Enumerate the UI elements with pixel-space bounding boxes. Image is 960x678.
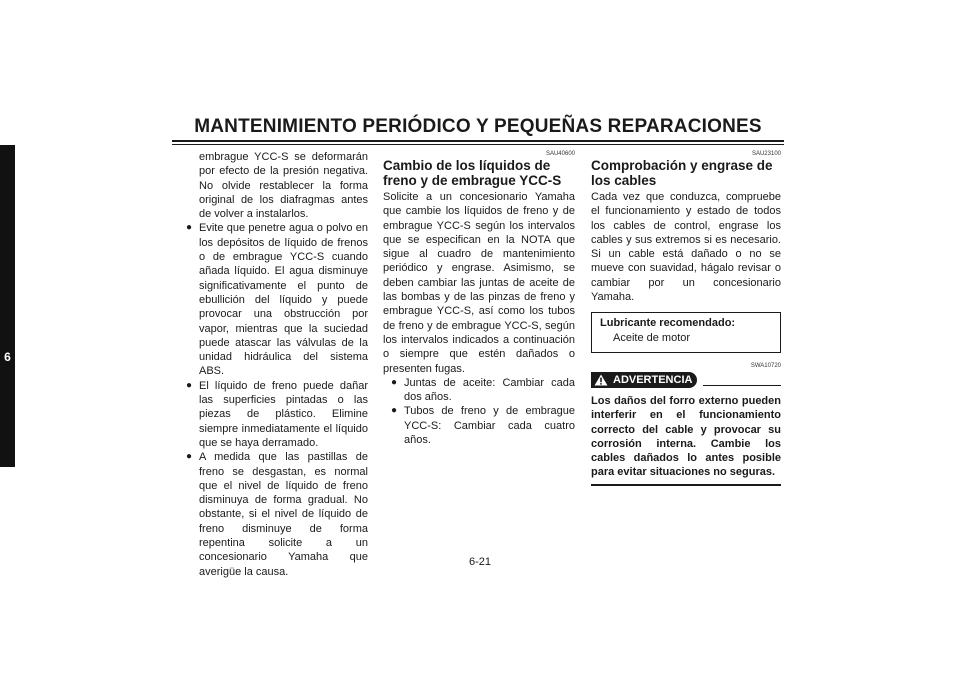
bullet-icon: ● (186, 451, 193, 463)
section-body: Solicite a un concesionario Yamaha que cambie los líquidos de freno y de embrague YCC-S según los intervalos que se especifican en la NOTA que sigue al cuadro de mantenimiento periódico y engrase. Asimismo, se deben cambiar las juntas de aceite de las bombas y de las pinzas de freno y embrague YCC-S, así como los tubos de freno y de embrague YCC-S, según los intervalos indicados a continuación o siempre que estén dañados o presenten fugas. (383, 191, 575, 375)
section-code: SAU40600 (545, 151, 575, 157)
page-header-title: MANTENIMIENTO PERIÓDICO Y PEQUEÑAS REPARACIONES (194, 116, 762, 137)
bullet-icon: ● (391, 376, 398, 388)
chapter-tab-number: 6 (4, 350, 11, 364)
list-item (186, 221, 368, 378)
section-body: Cada vez que conduzca, compruebe el funcionamiento y estado de todos los cables de control, engrase los cables y sus extremos si es necesario. Si un cable está dañado o no se mueve con suavidad, hágalo revisar o cambiar por un concesionario Yamaha. (591, 191, 781, 304)
lubricant-label: Lubricante recomendado: (600, 317, 736, 330)
section-code: SAU23100 (751, 151, 781, 157)
list-item (383, 404, 575, 447)
section-heading: Comprobación y engrase de los cables (591, 158, 773, 188)
warning-badge (591, 372, 697, 388)
warning-text: Los daños del forro externo pueden interferir en el funcionamiento correcto del cable y provocar su corrosión interna. Cambie los cables dañados lo antes posible para evitar situaciones no seguras. (591, 394, 781, 479)
warning-bottom-rule (591, 484, 781, 486)
list-item (383, 376, 575, 405)
bullet-icon: ● (186, 379, 193, 391)
page-number: 6-21 (468, 556, 492, 568)
lubricant-box (591, 312, 781, 353)
column-1 (186, 150, 368, 579)
column-2 (383, 150, 575, 447)
header-rule-thick (172, 140, 784, 142)
bullet-icon: ● (186, 222, 193, 234)
chapter-tab (0, 145, 15, 467)
bullet-icon: ● (391, 405, 398, 417)
list-item-text: A medida que las pastillas de freno se desgastan, es normal que el nivel de líquido de freno disminuya de forma gradual. No obstante, si el nivel de líquido de freno disminuye de forma repentina solicite a un concesionario Yamaha que averigüe la causa. (199, 451, 368, 578)
list-item (186, 450, 368, 579)
header-rule-thin (172, 144, 784, 145)
warning-code: SWA10720 (750, 362, 781, 369)
list-item-text: Juntas de aceite: Cambiar cada dos años. (404, 376, 575, 404)
warning-header (591, 372, 781, 390)
column1-intro: embrague YCC-S se deformarán por efecto de la presión negativa. No olvide restablecer la forma original de los diafragmas antes de volver a instalarlos. (199, 151, 368, 221)
list-item (186, 379, 368, 450)
section-heading: Cambio de los líquidos de freno y de embrague YCC-S (383, 158, 562, 188)
column-3 (591, 150, 781, 486)
list-item-text: El líquido de freno puede dañar las superficies pintadas o las piezas de plástico. Elimine siempre inmediatamente el líquido que se haya derramado. (199, 379, 368, 449)
lubricant-value: Aceite de motor (613, 331, 691, 344)
list-item-text: Tubos de freno y de embrague YCC-S: Cambiar cada cuatro años. (404, 405, 575, 447)
warning-triangle-icon (594, 374, 608, 386)
list-item-text: Evite que penetre agua o polvo en los depósitos de líquido de frenos o de embrague YCC-S cuando añada líquido. El agua disminuye significativamente el punto de ebullición del líquido y puede provocar una obstrucción por vapor, mientras que la suciedad puede atascar las válvulas de la unidad hidráulica del sistema ABS. (199, 222, 368, 378)
warning-label: ADVERTENCIA (613, 373, 693, 386)
warning-rule (703, 385, 781, 386)
